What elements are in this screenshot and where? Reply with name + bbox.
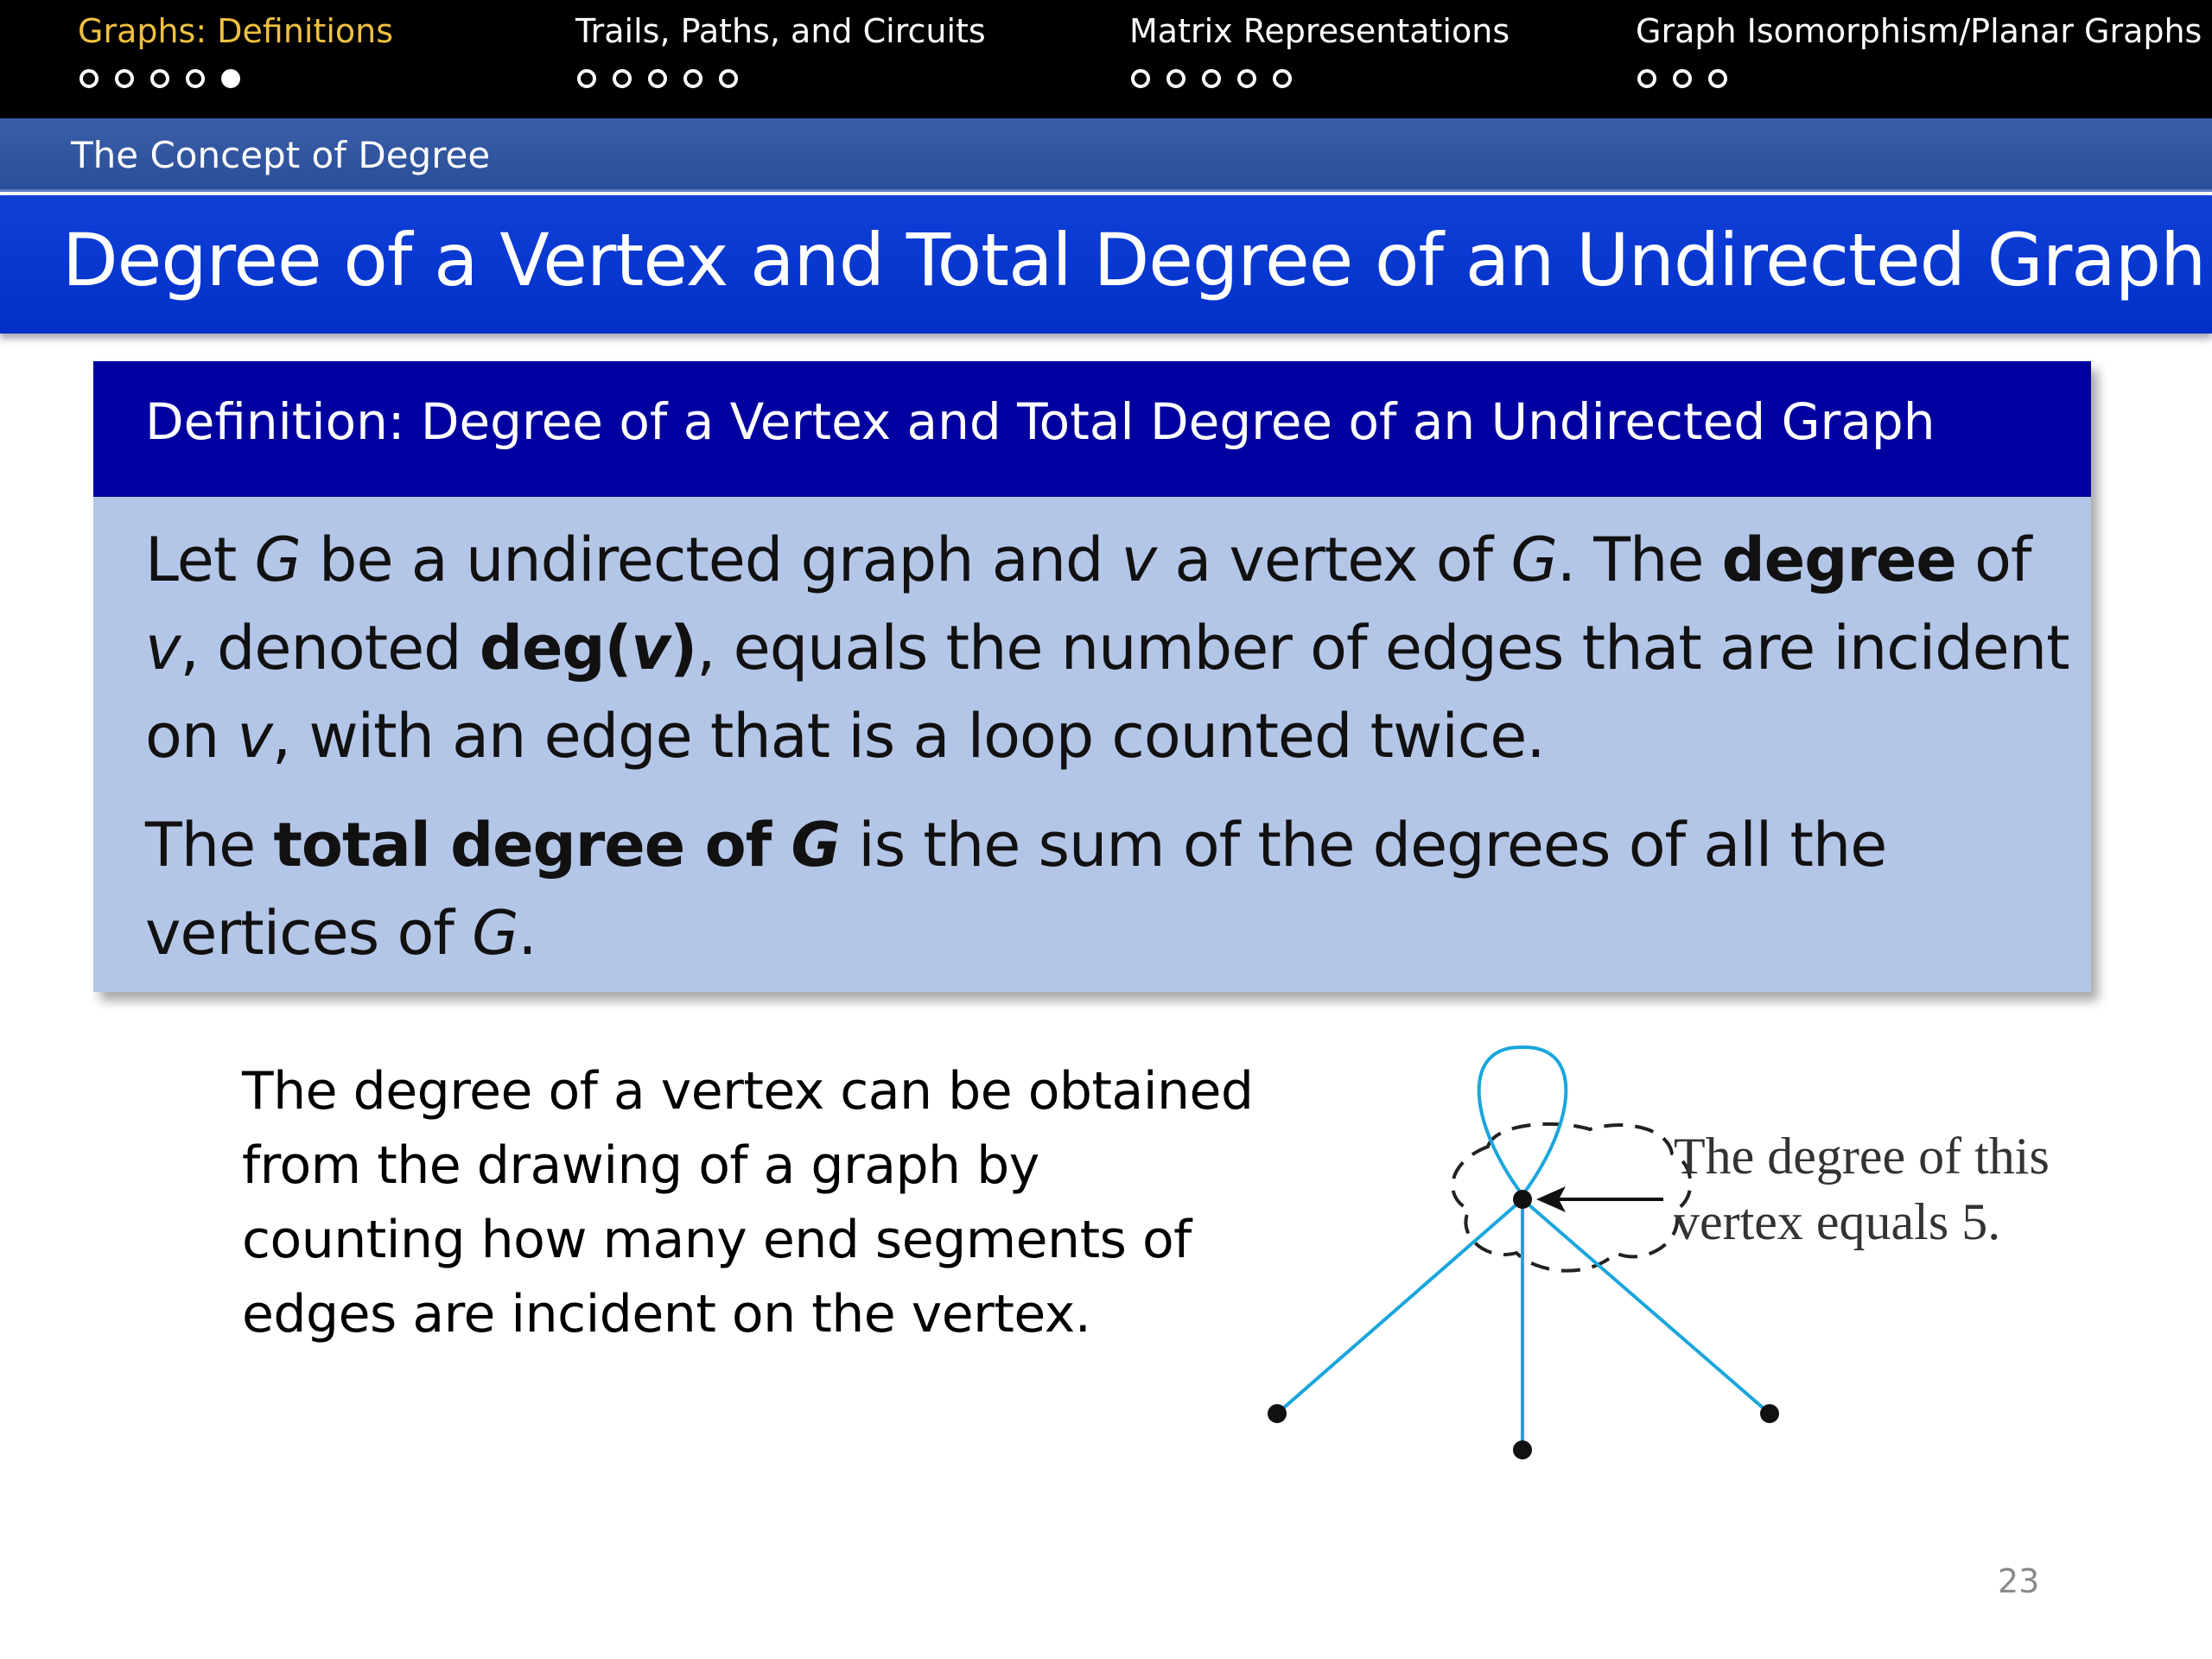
nav-slide-dot[interactable] — [1166, 69, 1185, 88]
nav-slide-dot[interactable] — [613, 69, 632, 88]
subsection-title: The Concept of Degree — [71, 134, 491, 176]
math-symbol: G — [791, 810, 840, 880]
graph-vertex-left — [1268, 1404, 1287, 1423]
nav-section-title[interactable]: Graphs: Definitions — [78, 12, 394, 50]
graph-vertex-right — [1760, 1404, 1779, 1423]
nav-slide-dot[interactable] — [1202, 69, 1221, 88]
text-run: , with an edge that is a loop counted twice. — [271, 701, 1545, 772]
nav-slide-dot[interactable] — [683, 69, 702, 88]
nav-slide-dot[interactable] — [719, 69, 738, 88]
nav-slide-dot[interactable] — [150, 69, 169, 88]
text-run: . The — [1556, 524, 1722, 595]
definition-body — [93, 497, 2091, 992]
text-run: is the sum of the degrees of all the vertices of — [145, 810, 1887, 969]
math-symbol: G — [472, 898, 518, 969]
text-run: , equals the number of edges that are incident on — [145, 613, 2069, 772]
nav-slide-dot[interactable] — [1637, 69, 1656, 88]
explanation-text: The degree of a vertex can be obtained from the drawing of a graph by counting how many end segments of edges are incident on the vertex. — [242, 1061, 1254, 1344]
definition-header — [93, 361, 2091, 497]
text-run: ) — [670, 613, 697, 683]
defined-term — [273, 810, 840, 880]
nav-slide-dot[interactable] — [1273, 69, 1292, 88]
text-run: , denoted — [180, 613, 480, 683]
page-number: 23 — [1998, 1562, 2040, 1600]
graph-edge-loop — [1479, 1047, 1567, 1195]
math-symbol: v — [145, 613, 181, 683]
nav-slide-dot[interactable] — [115, 69, 134, 88]
definition-paragraph-total-degree — [145, 801, 2072, 977]
nav-slide-dots — [577, 69, 738, 88]
nav-section-title[interactable]: Trails, Paths, and Circuits — [575, 12, 986, 50]
nav-slide-dot[interactable] — [186, 69, 205, 88]
text-run: . — [518, 898, 537, 969]
text-run: a vertex of — [1156, 524, 1511, 595]
math-symbol: G — [254, 524, 301, 595]
definition-heading: Definition: Degree of a Vertex and Total Degree of an Undirected Graph — [145, 392, 1936, 451]
nav-slide-dot[interactable] — [577, 69, 596, 88]
nav-slide-dots — [1637, 69, 1727, 88]
section-navigation — [0, 0, 2212, 118]
graph-vertex-center — [1513, 1190, 1532, 1209]
nav-slide-dots — [1131, 69, 1292, 88]
text-run: deg( — [479, 613, 632, 683]
math-symbol: v — [631, 613, 671, 683]
subsection-bar — [0, 118, 2212, 192]
nav-slide-dot[interactable] — [1131, 69, 1150, 88]
text-run: total degree of — [273, 810, 791, 880]
figure-caption — [1674, 1123, 2050, 1255]
graph-edge-left — [1277, 1199, 1522, 1414]
slide-title-bar — [0, 195, 2212, 334]
text-run: be a undirected graph and — [300, 524, 1122, 595]
defined-term: degree — [1721, 524, 1956, 595]
nav-slide-dot[interactable] — [648, 69, 667, 88]
math-symbol: G — [1510, 524, 1557, 595]
definition-paragraph-degree — [145, 516, 2072, 780]
defined-notation — [480, 613, 696, 683]
slide-title: Degree of a Vertex and Total Degree of an Undirected Graph — [62, 218, 2206, 302]
text-run: Let — [145, 524, 255, 595]
nav-slide-dot[interactable] — [1673, 69, 1692, 88]
text-run: The — [145, 810, 274, 880]
nav-slide-dot[interactable] — [1708, 69, 1727, 88]
text-run: of — [1955, 524, 2031, 595]
nav-slide-dots — [79, 69, 240, 88]
vertex-degree-figure — [1210, 1020, 2160, 1486]
nav-slide-dot-current[interactable] — [221, 69, 240, 88]
nav-slide-dot[interactable] — [1237, 69, 1256, 88]
math-symbol: v — [237, 701, 272, 772]
figure-caption-line-2: vertex equals 5. — [1674, 1193, 2001, 1250]
definition-block — [93, 361, 2091, 992]
graph-vertex-bottom — [1513, 1440, 1532, 1459]
math-symbol: v — [1121, 524, 1157, 595]
nav-slide-dot[interactable] — [79, 69, 99, 88]
figure-caption-line-1: The degree of this — [1674, 1128, 2050, 1185]
nav-section-title[interactable]: Graph Isomorphism/Planar Graphs — [1636, 12, 2202, 50]
vertex-highlight-dashed-outline — [1452, 1124, 1690, 1271]
nav-section-title[interactable]: Matrix Representations — [1129, 12, 1510, 50]
